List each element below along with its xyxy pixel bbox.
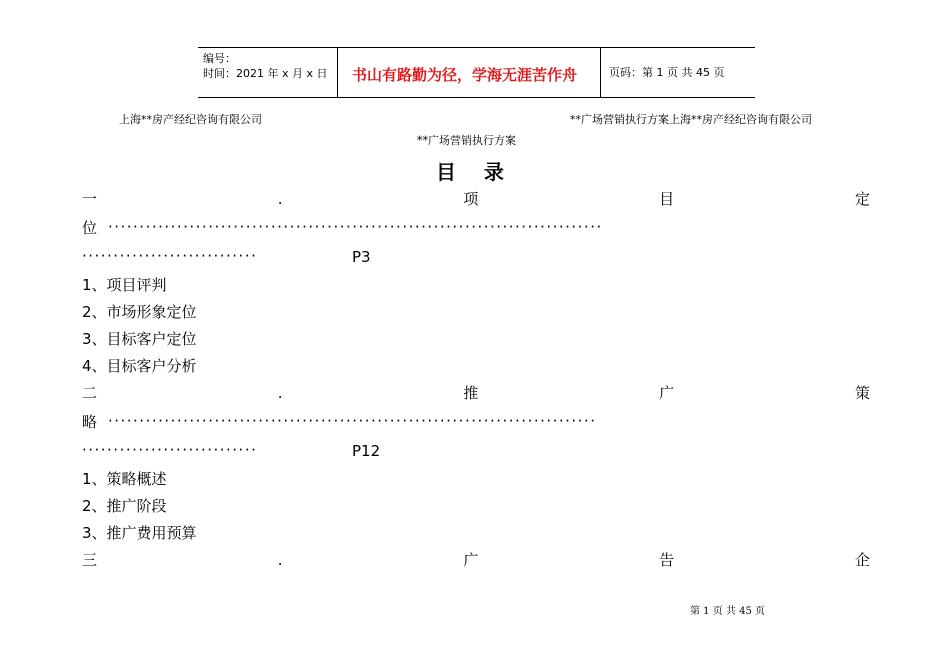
toc-s1-leader-2: · · · · · · · · · · · · · · · · · · · · · · · · · · · ·	[82, 247, 256, 265]
toc-s2-char-2: .	[277, 384, 283, 402]
toc-s1-char-5: 定	[854, 190, 870, 208]
company-right: **广场营销执行方案上海**房产经纪咨询有限公司	[570, 113, 812, 126]
toc-s1-item-1[interactable]: 1、项目评判	[82, 276, 167, 294]
doc-subtitle: **广场营销执行方案	[417, 134, 516, 147]
header-cell-motto	[338, 48, 601, 97]
toc-s1-char-3: 项	[463, 190, 479, 208]
toc-s1-page: P3	[352, 248, 371, 266]
toc-s1-char-4: 目	[659, 190, 675, 208]
toc-s2-wrap-char: 略	[82, 413, 98, 431]
doc-number-label: 编号：	[203, 52, 236, 65]
toc-s1-char-2: .	[277, 190, 283, 208]
toc-s1-item-4[interactable]: 4、目标客户分析	[82, 357, 197, 375]
toc-s2-char-1: 二	[82, 384, 98, 402]
page-indicator: 页码：第 1 页 共 45 页	[609, 66, 725, 79]
header-cell-page	[601, 48, 755, 97]
header-cell-info	[198, 48, 338, 97]
toc-title: 目 录	[436, 160, 504, 184]
toc-s2-leader-1: · · · · · · · · · · · · · · · · · · · · · · · · · · · · · · · · · · · · · · · · · · · · · · · · · · · · · · · · · · · · · · · · · · · · · · · · · · · · · ·	[108, 412, 595, 430]
toc-s3-char-1: 三	[82, 551, 98, 569]
toc-section-1-heading[interactable]	[82, 190, 870, 208]
company-left: 上海**房产经纪咨询有限公司	[119, 113, 262, 126]
toc-s1-leader-1: · · · · · · · · · · · · · · · · · · · · · · · · · · · · · · · · · · · · · · · · · · · · · · · · · · · · · · · · · · · · · · · · · · · · · · · · · · · · · · ·	[108, 218, 602, 236]
toc-s1-item-2[interactable]: 2、市场形象定位	[82, 303, 197, 321]
motto-text: 书山有路勤为径，学海无涯苦作舟	[352, 66, 578, 84]
toc-s2-char-4: 广	[659, 384, 675, 402]
toc-s1-item-3[interactable]: 3、目标客户定位	[82, 330, 197, 348]
toc-s2-char-3: 推	[463, 384, 479, 402]
toc-s1-wrap-char: 位	[82, 219, 98, 237]
toc-s2-leader-2: · · · · · · · · · · · · · · · · · · · · · · · · · · · ·	[82, 441, 256, 459]
toc-section-2-heading[interactable]	[82, 384, 870, 402]
toc-s2-item-3[interactable]: 3、推广费用预算	[82, 524, 197, 542]
toc-s3-char-2: .	[277, 551, 283, 569]
doc-date: 时间：2021 年 x 月 x 日	[203, 67, 328, 80]
toc-s2-item-2[interactable]: 2、推广阶段	[82, 497, 167, 515]
toc-section-3-heading[interactable]	[82, 551, 870, 569]
toc-s1-char-1: 一	[82, 190, 98, 208]
header-table	[198, 47, 755, 98]
toc-s3-char-5: 企	[854, 551, 870, 569]
toc-s3-char-4: 告	[659, 551, 675, 569]
toc-s3-char-3: 广	[463, 551, 479, 569]
toc-s2-item-1[interactable]: 1、策略概述	[82, 470, 167, 488]
toc-s2-page: P12	[352, 442, 381, 460]
toc-s2-char-5: 策	[854, 384, 870, 402]
page-footer: 第 1 页 共 45 页	[690, 606, 765, 617]
